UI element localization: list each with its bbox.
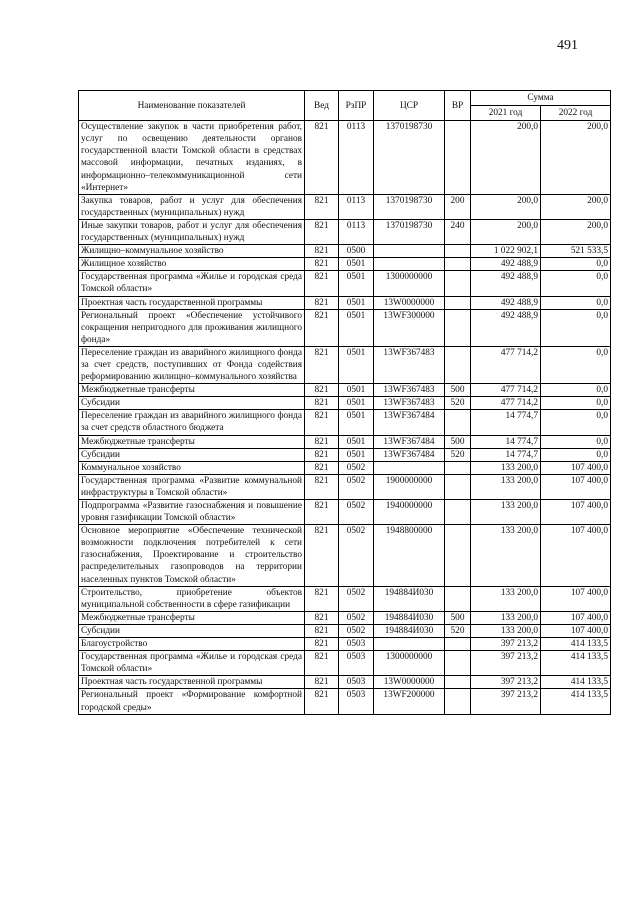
header-row bbox=[79, 91, 611, 106]
header-name: Наименование показателей bbox=[79, 91, 305, 121]
cell-y2021: 397 213,2 bbox=[471, 651, 541, 676]
header-sum: Сумма bbox=[471, 91, 611, 106]
cell-name: Жилищно–коммунальное хозяйство bbox=[79, 245, 305, 258]
cell-ved: 821 bbox=[305, 638, 339, 651]
cell-name: Субсидии bbox=[79, 624, 305, 637]
cell-vr bbox=[445, 410, 471, 435]
cell-y2022: 107 400,0 bbox=[541, 611, 611, 624]
header-rzpr: РзПР bbox=[339, 91, 374, 121]
cell-y2021: 492 488,9 bbox=[471, 309, 541, 346]
budget-table bbox=[78, 90, 611, 715]
cell-ved: 821 bbox=[305, 624, 339, 637]
cell-y2022: 521 533,5 bbox=[541, 245, 611, 258]
cell-name: Переселение граждан из аварийного жилищного фонда за счет средств, поступивших от Фонда содействия реформированию жилищно–коммунального хозяйства bbox=[79, 346, 305, 383]
cell-y2022: 200,0 bbox=[541, 219, 611, 244]
cell-y2021: 200,0 bbox=[471, 194, 541, 219]
table-row bbox=[79, 245, 611, 258]
cell-rzpr: 0503 bbox=[339, 638, 374, 651]
table-row bbox=[79, 121, 611, 195]
table-row bbox=[79, 689, 611, 714]
cell-rzpr: 0503 bbox=[339, 689, 374, 714]
cell-rzpr: 0501 bbox=[339, 397, 374, 410]
cell-ved: 821 bbox=[305, 448, 339, 461]
cell-rzpr: 0503 bbox=[339, 676, 374, 689]
cell-y2021: 200,0 bbox=[471, 121, 541, 195]
cell-ved: 821 bbox=[305, 121, 339, 195]
table-row bbox=[79, 194, 611, 219]
cell-ved: 821 bbox=[305, 410, 339, 435]
cell-y2021: 133 200,0 bbox=[471, 525, 541, 586]
page-number: 491 bbox=[557, 38, 578, 53]
cell-ved: 821 bbox=[305, 219, 339, 244]
cell-vr bbox=[445, 676, 471, 689]
cell-y2021: 14 774,7 bbox=[471, 435, 541, 448]
cell-csr bbox=[374, 258, 445, 271]
cell-y2021: 133 200,0 bbox=[471, 474, 541, 499]
cell-y2022: 414 133,5 bbox=[541, 689, 611, 714]
cell-name: Проектная часть государственной программы bbox=[79, 676, 305, 689]
cell-ved: 821 bbox=[305, 586, 339, 611]
cell-csr: 1948800000 bbox=[374, 525, 445, 586]
cell-csr: 194884И030 bbox=[374, 624, 445, 637]
table-row bbox=[79, 586, 611, 611]
cell-name: Государственная программа «Развитие коммунальной инфраструктуры в Томской области» bbox=[79, 474, 305, 499]
cell-name: Коммунальное хозяйство bbox=[79, 461, 305, 474]
cell-name: Осуществление закупок в части приобретения работ, услуг по освещению деятельности органов государственной власти Томской области в средствах массовой информации, печатных изданиях, в информационно–телекоммуникационной сети «Интернет» bbox=[79, 121, 305, 195]
cell-rzpr: 0502 bbox=[339, 474, 374, 499]
cell-y2021: 492 488,9 bbox=[471, 258, 541, 271]
header-csr: ЦСР bbox=[374, 91, 445, 121]
cell-csr: 1300000000 bbox=[374, 271, 445, 296]
cell-ved: 821 bbox=[305, 397, 339, 410]
cell-name: Иные закупки товаров, работ и услуг для обеспечения государственных (муниципальных) нужд bbox=[79, 219, 305, 244]
cell-csr: 13WF200000 bbox=[374, 689, 445, 714]
cell-ved: 821 bbox=[305, 676, 339, 689]
header-vr: ВР bbox=[445, 91, 471, 121]
cell-vr bbox=[445, 651, 471, 676]
cell-y2022: 107 400,0 bbox=[541, 474, 611, 499]
cell-vr bbox=[445, 461, 471, 474]
cell-ved: 821 bbox=[305, 651, 339, 676]
cell-y2021: 133 200,0 bbox=[471, 461, 541, 474]
cell-csr: 1300000000 bbox=[374, 651, 445, 676]
cell-y2021: 200,0 bbox=[471, 219, 541, 244]
table-row bbox=[79, 638, 611, 651]
cell-y2022: 107 400,0 bbox=[541, 500, 611, 525]
cell-csr: 1900000000 bbox=[374, 474, 445, 499]
table-row bbox=[79, 676, 611, 689]
cell-rzpr: 0501 bbox=[339, 296, 374, 309]
header-ved: Вед bbox=[305, 91, 339, 121]
cell-y2021: 133 200,0 bbox=[471, 611, 541, 624]
cell-vr bbox=[445, 346, 471, 383]
cell-y2022: 107 400,0 bbox=[541, 586, 611, 611]
cell-y2022: 107 400,0 bbox=[541, 525, 611, 586]
cell-ved: 821 bbox=[305, 309, 339, 346]
cell-vr bbox=[445, 245, 471, 258]
cell-rzpr: 0503 bbox=[339, 651, 374, 676]
cell-y2021: 133 200,0 bbox=[471, 586, 541, 611]
cell-rzpr: 0113 bbox=[339, 194, 374, 219]
cell-ved: 821 bbox=[305, 435, 339, 448]
table-row bbox=[79, 219, 611, 244]
cell-csr bbox=[374, 461, 445, 474]
cell-y2022: 0,0 bbox=[541, 448, 611, 461]
cell-vr: 520 bbox=[445, 624, 471, 637]
cell-y2022: 107 400,0 bbox=[541, 624, 611, 637]
cell-vr bbox=[445, 689, 471, 714]
cell-vr: 520 bbox=[445, 448, 471, 461]
cell-y2022: 0,0 bbox=[541, 384, 611, 397]
cell-rzpr: 0501 bbox=[339, 448, 374, 461]
cell-vr: 200 bbox=[445, 194, 471, 219]
cell-csr: 1940000000 bbox=[374, 500, 445, 525]
cell-name: Основное мероприятие «Обеспечение технической возможности подключения потребителей к сети газоснабжения, Проектирование и строительство распределительных газопроводов на территории населенных пунктов Томской области» bbox=[79, 525, 305, 586]
cell-csr: 13WF367484 bbox=[374, 410, 445, 435]
cell-csr: 13WF367484 bbox=[374, 435, 445, 448]
cell-vr bbox=[445, 309, 471, 346]
cell-ved: 821 bbox=[305, 245, 339, 258]
cell-name: Государственная программа «Жилье и городская среда Томской области» bbox=[79, 271, 305, 296]
cell-ved: 821 bbox=[305, 271, 339, 296]
cell-vr bbox=[445, 474, 471, 499]
table-row bbox=[79, 624, 611, 637]
cell-y2022: 0,0 bbox=[541, 309, 611, 346]
cell-y2022: 0,0 bbox=[541, 258, 611, 271]
cell-csr: 13W0000000 bbox=[374, 676, 445, 689]
table-row bbox=[79, 651, 611, 676]
cell-y2022: 0,0 bbox=[541, 410, 611, 435]
cell-csr: 13WF367483 bbox=[374, 397, 445, 410]
cell-csr: 1370198730 bbox=[374, 219, 445, 244]
cell-name: Региональный проект «Обеспечение устойчивого сокращения непригодного для проживания жилищного фонда» bbox=[79, 309, 305, 346]
cell-y2022: 107 400,0 bbox=[541, 461, 611, 474]
cell-vr: 500 bbox=[445, 611, 471, 624]
cell-name: Региональный проект «Формирование комфортной городской среды» bbox=[79, 689, 305, 714]
cell-csr: 13W0000000 bbox=[374, 296, 445, 309]
cell-vr bbox=[445, 500, 471, 525]
table-row bbox=[79, 461, 611, 474]
cell-csr: 13WF367483 bbox=[374, 346, 445, 383]
cell-csr: 13WF367483 bbox=[374, 384, 445, 397]
cell-ved: 821 bbox=[305, 296, 339, 309]
table-row bbox=[79, 271, 611, 296]
cell-rzpr: 0501 bbox=[339, 435, 374, 448]
cell-csr: 1370198730 bbox=[374, 121, 445, 195]
table-row bbox=[79, 410, 611, 435]
table-row bbox=[79, 384, 611, 397]
cell-vr bbox=[445, 121, 471, 195]
cell-rzpr: 0500 bbox=[339, 245, 374, 258]
cell-y2022: 0,0 bbox=[541, 346, 611, 383]
cell-rzpr: 0501 bbox=[339, 384, 374, 397]
cell-y2021: 14 774,7 bbox=[471, 448, 541, 461]
cell-ved: 821 bbox=[305, 461, 339, 474]
cell-rzpr: 0502 bbox=[339, 461, 374, 474]
cell-rzpr: 0501 bbox=[339, 346, 374, 383]
cell-y2021: 1 022 902,1 bbox=[471, 245, 541, 258]
cell-y2022: 0,0 bbox=[541, 271, 611, 296]
cell-y2022: 0,0 bbox=[541, 296, 611, 309]
cell-name: Строительство, приобретение объектов муниципальной собственности в сфере газификации bbox=[79, 586, 305, 611]
table-row bbox=[79, 435, 611, 448]
table-row bbox=[79, 500, 611, 525]
cell-rzpr: 0501 bbox=[339, 309, 374, 346]
cell-vr bbox=[445, 296, 471, 309]
cell-vr bbox=[445, 638, 471, 651]
cell-y2022: 414 133,5 bbox=[541, 676, 611, 689]
cell-y2021: 133 200,0 bbox=[471, 500, 541, 525]
cell-csr bbox=[374, 638, 445, 651]
cell-rzpr: 0502 bbox=[339, 500, 374, 525]
header-2022: 2022 год bbox=[541, 106, 611, 121]
cell-vr bbox=[445, 586, 471, 611]
cell-vr: 240 bbox=[445, 219, 471, 244]
cell-ved: 821 bbox=[305, 500, 339, 525]
table-row bbox=[79, 448, 611, 461]
table-row bbox=[79, 525, 611, 586]
cell-name: Государственная программа «Жилье и городская среда Томской области» bbox=[79, 651, 305, 676]
table-row bbox=[79, 309, 611, 346]
cell-name: Межбюджетные трансферты bbox=[79, 611, 305, 624]
cell-name: Проектная часть государственной программы bbox=[79, 296, 305, 309]
cell-name: Жилищное хозяйство bbox=[79, 258, 305, 271]
table-body bbox=[79, 121, 611, 714]
cell-y2022: 414 133,5 bbox=[541, 651, 611, 676]
cell-rzpr: 0502 bbox=[339, 525, 374, 586]
table-row bbox=[79, 611, 611, 624]
cell-ved: 821 bbox=[305, 689, 339, 714]
cell-ved: 821 bbox=[305, 346, 339, 383]
cell-name: Субсидии bbox=[79, 448, 305, 461]
table-row bbox=[79, 258, 611, 271]
cell-y2021: 133 200,0 bbox=[471, 624, 541, 637]
cell-rzpr: 0501 bbox=[339, 258, 374, 271]
cell-y2022: 0,0 bbox=[541, 397, 611, 410]
cell-vr: 520 bbox=[445, 397, 471, 410]
cell-csr: 194884И030 bbox=[374, 586, 445, 611]
cell-y2022: 200,0 bbox=[541, 121, 611, 195]
cell-y2021: 397 213,2 bbox=[471, 689, 541, 714]
cell-ved: 821 bbox=[305, 611, 339, 624]
cell-ved: 821 bbox=[305, 384, 339, 397]
cell-name: Межбюджетные трансферты bbox=[79, 435, 305, 448]
cell-y2021: 397 213,2 bbox=[471, 638, 541, 651]
cell-rzpr: 0113 bbox=[339, 219, 374, 244]
cell-csr: 1370198730 bbox=[374, 194, 445, 219]
cell-ved: 821 bbox=[305, 258, 339, 271]
cell-y2022: 200,0 bbox=[541, 194, 611, 219]
cell-csr bbox=[374, 245, 445, 258]
cell-rzpr: 0501 bbox=[339, 410, 374, 435]
cell-rzpr: 0502 bbox=[339, 586, 374, 611]
cell-name: Благоустройство bbox=[79, 638, 305, 651]
cell-rzpr: 0502 bbox=[339, 611, 374, 624]
cell-y2021: 397 213,2 bbox=[471, 676, 541, 689]
table-row bbox=[79, 474, 611, 499]
cell-y2021: 492 488,9 bbox=[471, 271, 541, 296]
cell-y2021: 477 714,2 bbox=[471, 397, 541, 410]
cell-rzpr: 0501 bbox=[339, 271, 374, 296]
cell-name: Подпрограмма «Развитие газоснабжения и повышение уровня газификации Томской области» bbox=[79, 500, 305, 525]
table-row bbox=[79, 296, 611, 309]
cell-vr: 500 bbox=[445, 384, 471, 397]
cell-name: Закупка товаров, работ и услуг для обеспечения государственных (муниципальных) нужд bbox=[79, 194, 305, 219]
cell-rzpr: 0113 bbox=[339, 121, 374, 195]
cell-y2022: 414 133,5 bbox=[541, 638, 611, 651]
cell-name: Переселение граждан из аварийного жилищного фонда за счет средств областного бюджета bbox=[79, 410, 305, 435]
cell-y2021: 477 714,2 bbox=[471, 346, 541, 383]
cell-vr bbox=[445, 258, 471, 271]
table-row bbox=[79, 397, 611, 410]
cell-vr: 500 bbox=[445, 435, 471, 448]
cell-ved: 821 bbox=[305, 474, 339, 499]
cell-y2021: 14 774,7 bbox=[471, 410, 541, 435]
cell-y2022: 0,0 bbox=[541, 435, 611, 448]
cell-rzpr: 0502 bbox=[339, 624, 374, 637]
cell-vr bbox=[445, 271, 471, 296]
cell-csr: 13WF300000 bbox=[374, 309, 445, 346]
cell-ved: 821 bbox=[305, 525, 339, 586]
cell-y2021: 477 714,2 bbox=[471, 384, 541, 397]
cell-ved: 821 bbox=[305, 194, 339, 219]
cell-vr bbox=[445, 525, 471, 586]
cell-y2021: 492 488,9 bbox=[471, 296, 541, 309]
cell-name: Межбюджетные трансферты bbox=[79, 384, 305, 397]
cell-csr: 194884И030 bbox=[374, 611, 445, 624]
header-2021: 2021 год bbox=[471, 106, 541, 121]
cell-name: Субсидии bbox=[79, 397, 305, 410]
cell-csr: 13WF367484 bbox=[374, 448, 445, 461]
table-row bbox=[79, 346, 611, 383]
